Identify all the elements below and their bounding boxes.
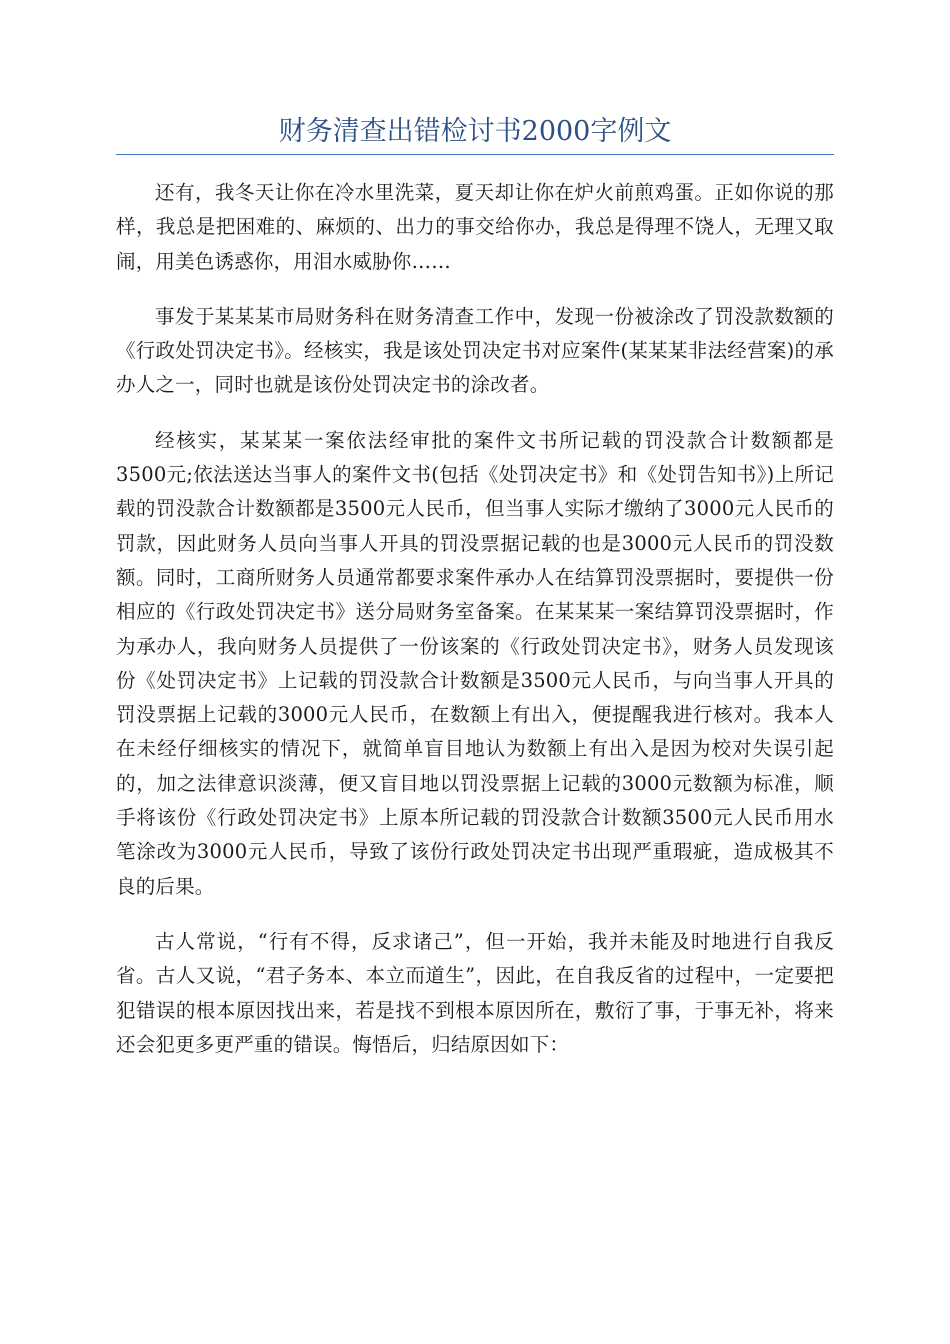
paragraph-4: 古人常说，“行有不得，反求诸己”，但一开始，我并未能及时地进行自我反省。古人又说，“君子务本、本立而道生”，因此，在自我反省的过程中，一定要把犯错误的根本原因找出来，若是找不到根本原因所在，敷衍了事，于事无补，将来还会犯更多更严重的错误。悔悟后，归结原因如下： — [116, 929, 834, 1056]
document-body — [116, 176, 834, 1083]
paragraph-3: 经核实，某某某一案依法经审批的案件文书所记载的罚没款合计数额都是3500元;依法送达当事人的案件文书(包括《处罚决定书》和《处罚告知书》)上所记载的罚没款合计数额都是3500元人民币，但当事人实际才缴纳了3000元人民币的罚款，因此财务人员向当事人开具的罚没票据记载的也是3000元人民币的罚没数额。同时，工商所财务人员通常都要求案件承办人在结算罚没票据时，要提供一份相应的《行政处罚决定书》送分局财务室备案。在某某某一案结算罚没票据时，作为承办人，我向财务人员提供了一份该案的《行政处罚决定书》，财务人员发现该份《处罚决定书》上记载的罚没款合计数额是3500元人民币，与向当事人开具的罚没票据上记载的3000元人民币，在数额上有出入，便提醒我进行核对。我本人在未经仔细核实的情况下，就简单盲目地认为数额上有出入是因为校对失误引起的，加之法律意识淡薄，便又盲目地以罚没票据上记载的3000元数额为标准，顺手将该份《行政处罚决定书》上原本所记载的罚没款合计数额3500元人民币用水笔涂改为3000元人民币，导致了该份行政处罚决定书出现严重瑕疵，造成极其不良的后果。 — [116, 428, 834, 898]
paragraph-1: 还有，我冬天让你在冷水里洗菜，夏天却让你在炉火前煎鸡蛋。正如你说的那样，我总是把困难的、麻烦的、出力的事交给你办，我总是得理不饶人，无理又取闹，用美色诱惑你，用泪水威胁你…… — [116, 181, 834, 273]
title-underline — [116, 154, 834, 155]
document-title: 财务清查出错检讨书2000字例文 — [278, 116, 672, 147]
paragraph-2: 事发于某某某市局财务科在财务清查工作中，发现一份被涂改了罚没款数额的《行政处罚决定书》。经核实，我是该处罚决定书对应案件(某某某非法经营案)的承办人之一，同时也就是该份处罚决定书的涂改者。 — [116, 304, 834, 397]
